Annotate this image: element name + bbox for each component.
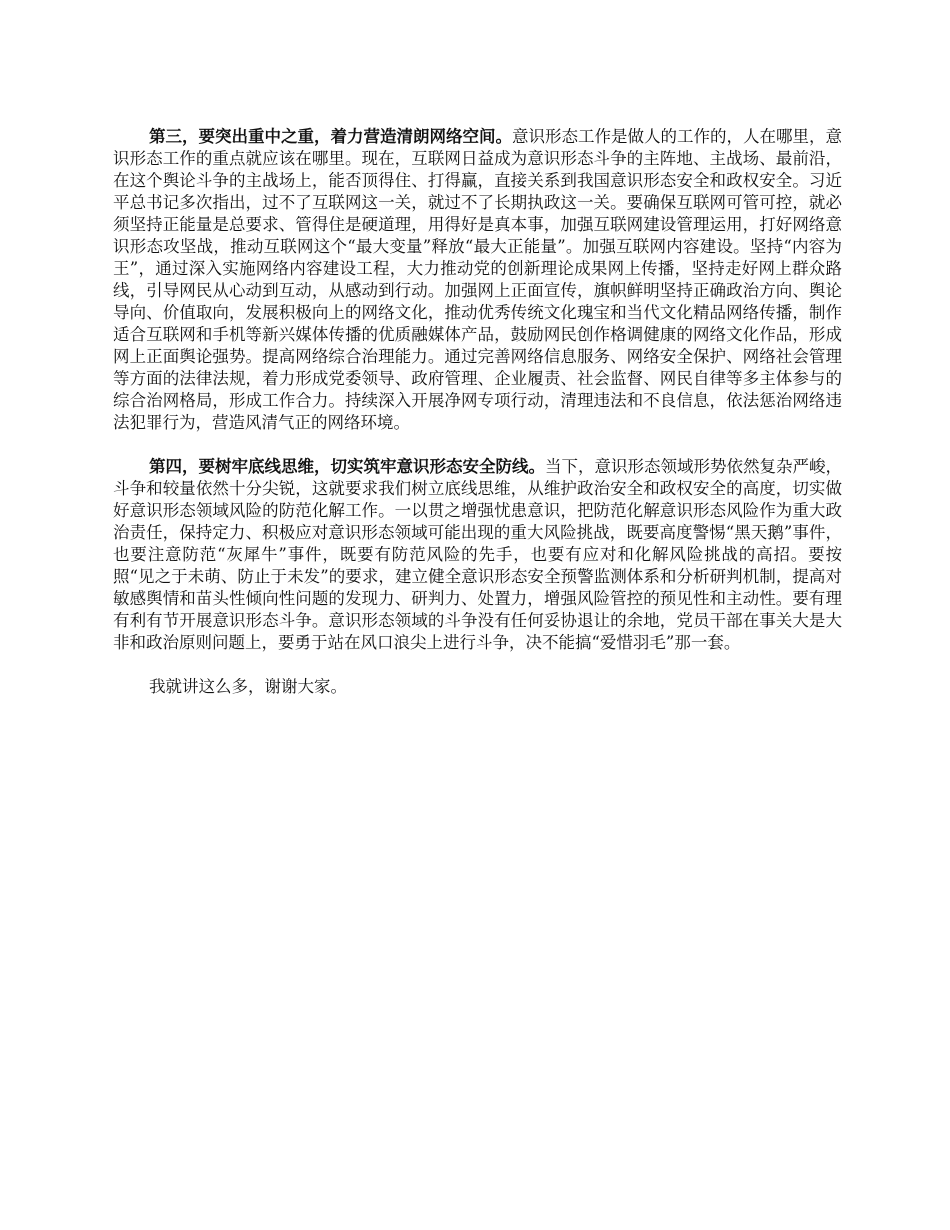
paragraph-heading: 第四，要树牢底线思维，切实筑牢意识形态安全防线。 [149,457,545,476]
paragraph-fourth-point [113,456,842,654]
document-page [113,126,842,720]
paragraph-body: 意识形态工作是做人的工作的，人在哪里，意识形态工作的重点就应该在哪里。现在，互联网日益成为意识形态斗争的主阵地、主战场、最前沿，在这个舆论斗争的主战场上，能否顶得住、打得赢，直接关系到我国意识形态安全和政权安全。习近平总书记多次指出，过不了互联网这一关，就过不了长期执政这一关。要确保互联网可管可控，就必须坚持正能量是总要求、管得住是硬道理，用得好是真本事，加强互联网建设管理运用，打好网络意识形态攻坚战，推动互联网这个“最大变量”释放“最大正能量”。加强互联网内容建设。坚持“内容为王”，通过深入实施网络内容建设工程，大力推动党的创新理论成果网上传播，坚持走好网上群众路线，引导网民从心动到互动，从感动到行动。加强网上正面宣传，旗帜鲜明坚持正确政治方向、舆论导向、价值取向，发展积极向上的网络文化，推动优秀传统文化瑰宝和当代文化精品网络传播，制作适合互联网和手机等新兴媒体传播的优质融媒体产品，鼓励网民创作格调健康的网络文化作品，形成网上正面舆论强势。提高网络综合治理能力。通过完善网络信息服务、网络安全保护、网络社会管理等方面的法律法规，着力形成党委领导、政府管理、企业履责、社会监督、网民自律等多主体参与的综合治网格局，形成工作合力。持续深入开展净网专项行动，清理违法和不良信息，依法惩治网络违法犯罪行为，营造风清气正的网络环境。 [113,127,842,432]
paragraph-third-point [113,126,842,434]
paragraph-closing [113,676,842,698]
paragraph-body: 我就讲这么多，谢谢大家。 [149,677,347,696]
paragraph-heading: 第三，要突出重中之重，着力营造清朗网络空间。 [149,127,512,146]
paragraph-body: 当下，意识形态领域形势依然复杂严峻，斗争和较量依然十分尖锐，这就要求我们树立底线思维，从维护政治安全和政权安全的高度，切实做好意识形态领域风险的防范化解工作。一以贯之增强忧患意识，把防范化解意识形态风险作为重大政治责任，保持定力、积极应对意识形态领域可能出现的重大风险挑战，既要高度警惕“黑天鹅”事件，也要注意防范“灰犀牛”事件，既要有防范风险的先手，也要有应对和化解风险挑战的高招。要按照“见之于未萌、防止于未发”的要求，建立健全意识形态安全预警监测体系和分析研判机制，提高对敏感舆情和苗头性倾向性问题的发现力、研判力、处置力，增强风险管控的预见性和主动性。要有理有利有节开展意识形态斗争。意识形态领域的斗争没有任何妥协退让的余地，党员干部在事关大是大非和政治原则问题上，要勇于站在风口浪尖上进行斗争，决不能搞“爱惜羽毛”那一套。 [113,457,842,652]
